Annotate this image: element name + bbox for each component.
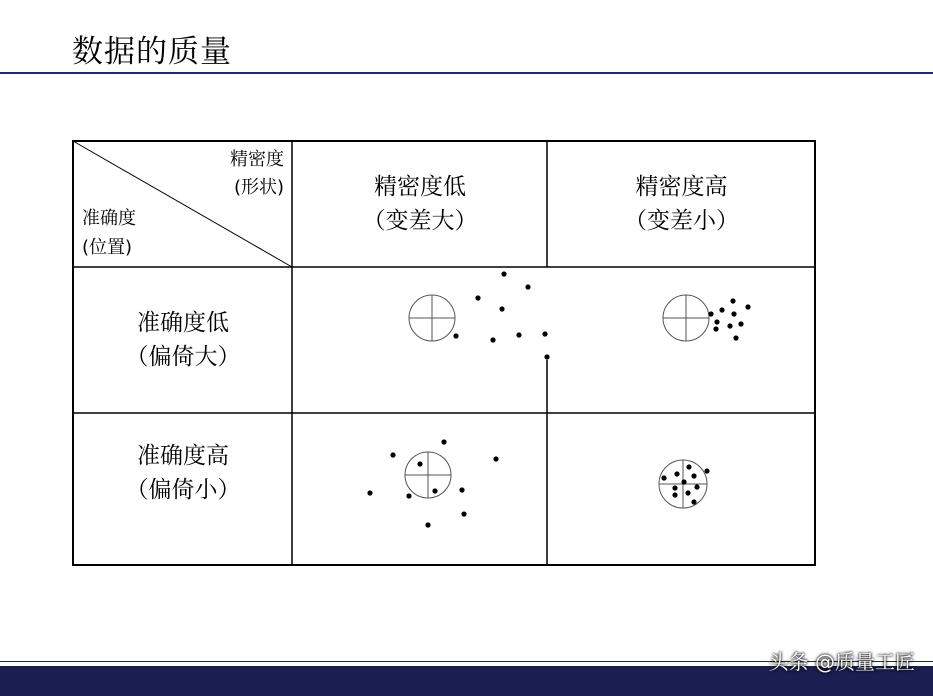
shot-dot-icon (390, 452, 395, 457)
shot-dot-icon (672, 485, 677, 490)
shot-dot-icon (685, 490, 690, 495)
shot-dot-icon (719, 307, 724, 312)
shots-low-accuracy-high-precision (708, 298, 750, 340)
shot-dot-icon (367, 490, 372, 495)
column-header-line2: （变差小） (624, 208, 739, 234)
corner-col-header-line2: (形状) (233, 177, 284, 198)
shot-dot-icon (417, 461, 422, 466)
shot-dot-icon (542, 331, 547, 336)
shot-dot-icon (733, 335, 738, 340)
shot-dot-icon (490, 337, 495, 342)
shot-dot-icon (694, 484, 699, 489)
shot-dot-icon (727, 323, 732, 328)
shot-dot-icon (730, 298, 735, 303)
row-header-high-accuracy (75, 439, 291, 507)
row-header-line1: 准确度低 (137, 310, 229, 336)
page-title: 数据的质量 (72, 34, 232, 70)
shot-dot-icon (544, 354, 549, 359)
shot-dot-icon (686, 464, 691, 469)
corner-col-header-line1: 精密度 (230, 149, 284, 170)
corner-row-header-line2: (位置) (82, 237, 133, 258)
row-header-line2: （偏倚小） (125, 477, 241, 503)
shots-low-accuracy-low-precision (453, 271, 549, 359)
column-header-line2: （变差大） (362, 208, 478, 234)
shot-dot-icon (425, 522, 430, 527)
shot-dot-icon (731, 311, 736, 316)
shot-dot-icon (691, 473, 696, 478)
shot-dot-icon (745, 304, 750, 309)
shot-dot-icon (432, 488, 437, 493)
shot-dot-icon (704, 468, 709, 473)
shot-dot-icon (738, 321, 743, 326)
shot-dot-icon (441, 439, 446, 444)
shot-dot-icon (674, 471, 679, 476)
column-header-high-precision (549, 170, 814, 238)
row-header-line1: 准确度高 (137, 443, 229, 469)
shot-dot-icon (493, 456, 498, 461)
target-icon (663, 295, 709, 341)
shot-dot-icon (453, 333, 458, 338)
shot-dot-icon (691, 499, 696, 504)
target-icon (409, 295, 455, 341)
row-header-low-accuracy (75, 306, 291, 374)
shot-dot-icon (661, 475, 666, 480)
column-header-line1: 精密度低 (374, 174, 466, 200)
shot-dot-icon (475, 295, 480, 300)
column-header-line1: 精密度高 (635, 174, 728, 200)
shot-dot-icon (516, 332, 521, 337)
shot-dot-icon (714, 319, 719, 324)
row-header-line2: （偏倚大） (125, 344, 241, 370)
shot-dot-icon (708, 311, 713, 316)
shot-dot-icon (672, 492, 677, 497)
shot-dot-icon (459, 487, 464, 492)
column-header-low-precision (294, 170, 546, 238)
target-icon (405, 452, 451, 498)
shot-dot-icon (461, 511, 466, 516)
shot-dot-icon (499, 306, 504, 311)
corner-row-header-line1: 准确度 (82, 208, 136, 229)
shot-dot-icon (525, 284, 530, 289)
shot-dot-icon (713, 326, 718, 331)
shot-dot-icon (501, 271, 506, 276)
shot-dot-icon (406, 493, 411, 498)
shot-dot-icon (681, 479, 686, 484)
watermark: 头条 @质量工匠 (768, 650, 915, 674)
